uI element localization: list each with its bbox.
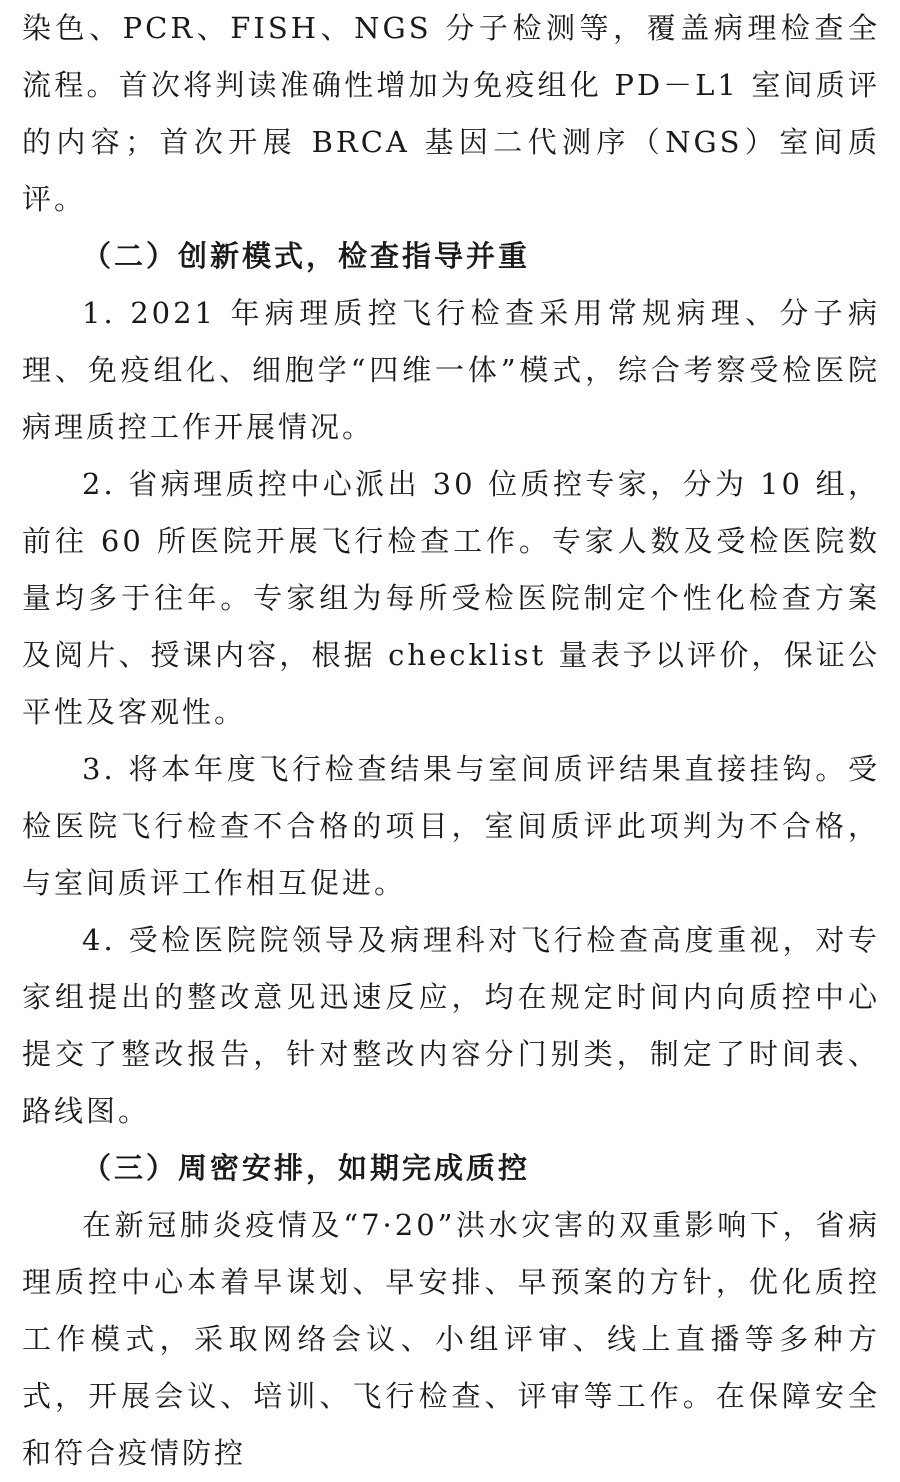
section-heading-2: （二）创新模式，检查指导并重 xyxy=(82,239,531,273)
paragraph-item-4: 4. 受检医院院领导及病理科对飞行检查高度重视，对专家组提出的整改意见迅速反应，均在规定时间内向质控中心提交了整改报告，针对整改内容分门别类，制定了时间表、路线图。 xyxy=(22,923,880,1128)
section-heading-3: （三）周密安排，如期完成质控 xyxy=(82,1151,531,1185)
paragraph-intro: 染色、PCR、FISH、NGS 分子检测等，覆盖病理检查全流程。首次将判读准确性增加为免疫组化 PD－L1 室间质评的内容；首次开展 BRCA 基因二代测序（NGS）室间质评。 xyxy=(22,11,880,216)
paragraph-item-2: 2. 省病理质控中心派出 30 位质控专家，分为 10 组，前往 60 所医院开展飞行检查工作。专家人数及受检医院数量均多于往年。专家组为每所受检医院制定个性化检查方案及阅片、授课内容，根据 checklist 量表予以评价，保证公平性及客观性。 xyxy=(22,467,880,729)
paragraph-last: 在新冠肺炎疫情及“7·20”洪水灾害的双重影响下，省病理质控中心本着早谋划、早安排、早预案的方针，优化质控工作模式，采取网络会议、小组评审、线上直播等多种方式，开展会议、培训、飞行检查、评审等工作。在保障安全和符合疫情防控 xyxy=(22,1208,880,1470)
paragraph-item-3: 3. 将本年度飞行检查结果与室间质评结果直接挂钩。受检医院飞行检查不合格的项目，室间质评此项判为不合格，与室间质评工作相互促进。 xyxy=(22,752,880,900)
paragraph-item-1: 1. 2021 年病理质控飞行检查采用常规病理、分子病理、免疫组化、细胞学“四维一体”模式，综合考察受检医院病理质控工作开展情况。 xyxy=(22,296,880,444)
document-page xyxy=(22,0,880,1482)
